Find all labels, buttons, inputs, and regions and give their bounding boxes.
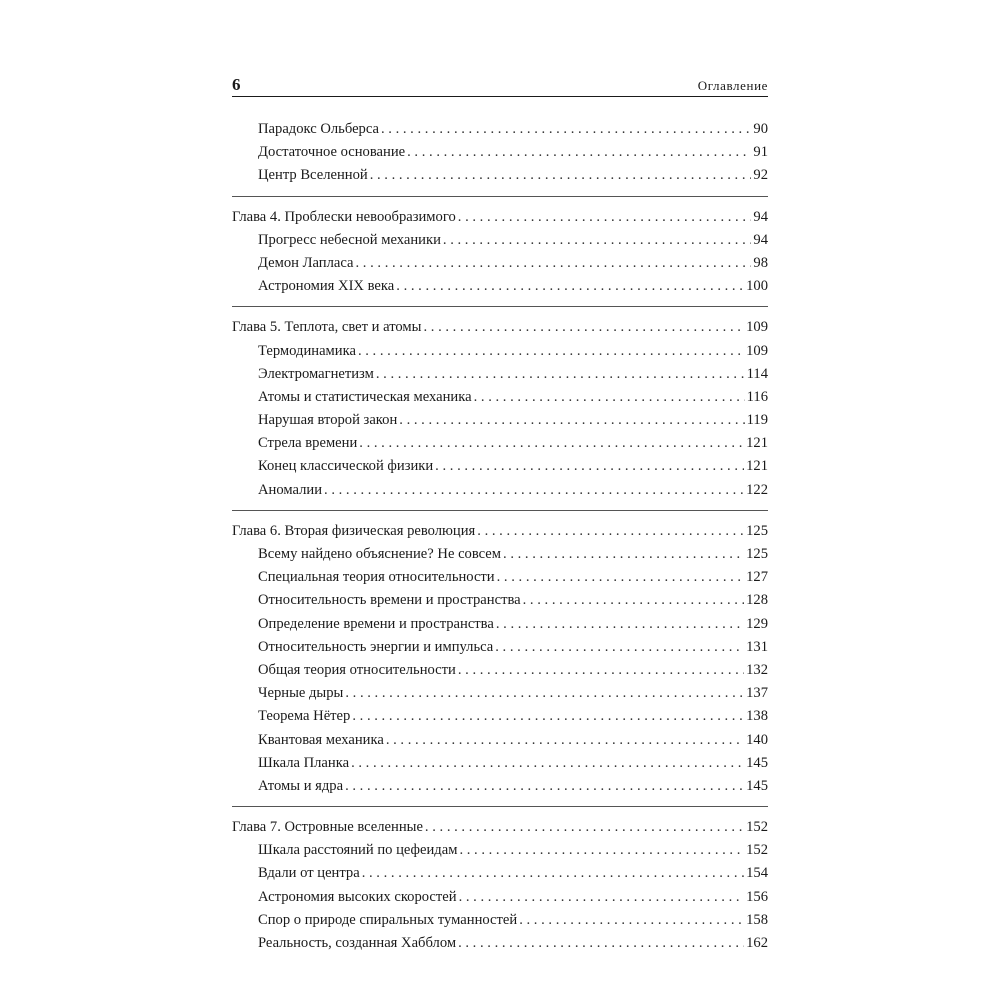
toc-chapter (232, 316, 768, 339)
book-page (232, 70, 768, 972)
toc-entry (232, 432, 768, 455)
toc-chapter-page: 152 (746, 819, 768, 836)
toc-entry-page: 109 (746, 342, 768, 359)
toc-entry-title: Относительность времени и пространства (258, 592, 521, 609)
toc-entry-title: Реальность, созданная Хабблом (258, 935, 457, 951)
toc-entry-title: Черные дыры (258, 685, 344, 702)
dot-leader (370, 164, 752, 187)
toc-section (232, 118, 768, 197)
dot-leader (503, 543, 744, 566)
toc-entry-title: Аномалии (258, 481, 323, 498)
toc-section (232, 816, 768, 963)
dot-leader (459, 839, 744, 862)
toc-entry (232, 613, 768, 636)
toc-entry-title: Атомы и статистическая механика (258, 388, 472, 405)
toc-chapter-page: 94 (753, 208, 768, 225)
toc-entry (232, 141, 768, 164)
toc-section (232, 316, 768, 511)
dot-leader (345, 682, 744, 705)
toc-entry-page: 156 (746, 888, 768, 905)
running-head: Оглавление (697, 78, 768, 93)
dot-leader (396, 275, 744, 298)
toc-entry-page: 162 (746, 935, 768, 951)
toc-entry-title: Вдали от центра (258, 865, 360, 882)
toc-entry (232, 682, 768, 705)
toc-entry-page: 94 (753, 231, 768, 248)
dot-leader (386, 729, 744, 752)
dot-leader (523, 589, 744, 612)
toc-entry (232, 886, 768, 909)
toc-entry-page: 137 (746, 685, 768, 702)
dot-leader (495, 636, 744, 659)
toc-entry-title: Шкала Планка (258, 754, 350, 771)
toc-entry (232, 862, 768, 885)
dot-leader (399, 409, 744, 432)
toc-chapter-title: Глава 7. Островные вселенные (232, 819, 423, 836)
dot-leader (443, 229, 752, 252)
toc-entry (232, 636, 768, 659)
toc-entry-page: 98 (753, 254, 768, 271)
dot-leader (458, 659, 744, 682)
toc-entry-page: 128 (746, 592, 768, 609)
toc-chapter-page: 109 (746, 319, 768, 336)
toc-entry-title: Теорема Нётер (258, 708, 351, 725)
toc-entry-title: Астрономия высоких скоростей (258, 888, 457, 905)
dot-leader (435, 455, 744, 478)
toc-entry-title: Термодинамика (258, 342, 356, 359)
toc-entry-title: Астрономия XIX века (258, 278, 395, 295)
page-number: 6 (232, 75, 241, 94)
toc-entry (232, 340, 768, 363)
toc-entry-title: Спор о природе спиральных туманностей (258, 911, 518, 928)
dot-leader (351, 752, 744, 775)
toc-entry-page: 121 (746, 458, 768, 475)
toc-chapter (232, 816, 768, 839)
table-of-contents (232, 118, 768, 963)
toc-entry-title: Шкала расстояний по цефеидам (258, 842, 458, 859)
toc-chapter-title: Глава 4. Проблески невообразимого (232, 208, 456, 225)
toc-entry-page: 129 (746, 615, 768, 632)
toc-entry (232, 252, 768, 275)
dot-leader (474, 386, 745, 409)
toc-entry-title: Специальная теория относительности (258, 569, 495, 586)
toc-entry-page: 154 (746, 865, 768, 882)
toc-entry (232, 275, 768, 298)
toc-entry (232, 363, 768, 386)
dot-leader (359, 432, 744, 455)
page-header (232, 70, 768, 97)
toc-entry (232, 566, 768, 589)
toc-entry-page: 119 (746, 412, 768, 429)
toc-entry-page: 145 (746, 754, 768, 771)
toc-entry-page: 114 (746, 365, 768, 382)
toc-entry-page: 92 (753, 167, 768, 184)
toc-entry-title: Атомы и ядра (258, 777, 344, 794)
toc-entry-title: Всему найдено объяснение? Не совсем (258, 546, 502, 562)
toc-entry (232, 118, 768, 141)
toc-entry-title: Относительность энергии и импульса (258, 638, 494, 655)
dot-leader (356, 252, 752, 275)
toc-entry-page: 132 (746, 661, 768, 678)
toc-entry-title: Демон Лапласа (258, 254, 354, 271)
toc-entry-page: 127 (746, 569, 768, 586)
dot-leader (376, 363, 745, 386)
dot-leader (407, 141, 751, 164)
toc-chapter (232, 206, 768, 229)
toc-section (232, 520, 768, 807)
dot-leader (425, 816, 744, 839)
dot-leader (519, 909, 744, 932)
toc-entry-page: 131 (746, 638, 768, 655)
toc-chapter-page: 125 (746, 522, 768, 539)
toc-chapter (232, 520, 768, 543)
toc-entry-page: 158 (746, 911, 768, 928)
toc-entry (232, 775, 768, 798)
toc-entry (232, 729, 768, 752)
toc-entry-page: 90 (753, 121, 768, 137)
toc-entry (232, 386, 768, 409)
dot-leader (362, 862, 744, 885)
dot-leader (458, 932, 744, 955)
dot-leader (381, 118, 751, 141)
toc-entry-title: Электромагнетизм (258, 365, 374, 382)
dot-leader (324, 479, 744, 502)
toc-entry (232, 543, 768, 566)
toc-entry (232, 932, 768, 955)
dot-leader (497, 566, 744, 589)
toc-section (232, 206, 768, 308)
toc-entry-title: Парадокс Ольберса (258, 121, 379, 137)
toc-entry (232, 589, 768, 612)
toc-entry (232, 409, 768, 432)
toc-entry-page: 140 (746, 731, 768, 748)
toc-entry-title: Определение времени и пространства (258, 615, 494, 632)
toc-entry-title: Стрела времени (258, 435, 358, 452)
toc-entry (232, 229, 768, 252)
toc-chapter-title: Глава 5. Теплота, свет и атомы (232, 319, 422, 336)
toc-entry-page: 145 (746, 777, 768, 794)
toc-entry-title: Прогресс небесной механики (258, 231, 441, 248)
toc-entry (232, 455, 768, 478)
toc-entry (232, 479, 768, 502)
toc-entry-page: 100 (746, 278, 768, 295)
toc-entry (232, 164, 768, 187)
toc-entry-page: 152 (746, 842, 768, 859)
toc-entry-title: Конец классической физики (258, 458, 434, 475)
toc-entry-page: 122 (746, 481, 768, 498)
toc-entry-title: Достаточное основание (258, 144, 406, 161)
dot-leader (345, 775, 744, 798)
toc-entry (232, 659, 768, 682)
toc-entry-title: Общая теория относительности (258, 661, 456, 678)
toc-entry (232, 839, 768, 862)
dot-leader (352, 705, 744, 728)
toc-entry-page: 116 (746, 388, 768, 405)
toc-chapter-title: Глава 6. Вторая физическая революция (232, 522, 476, 539)
toc-entry-page: 138 (746, 708, 768, 725)
toc-entry-page: 121 (746, 435, 768, 452)
toc-entry-title: Квантовая механика (258, 731, 384, 748)
toc-entry (232, 705, 768, 728)
toc-entry-page: 91 (753, 144, 768, 161)
toc-entry (232, 909, 768, 932)
toc-entry (232, 752, 768, 775)
toc-entry-page: 125 (746, 546, 768, 562)
dot-leader (477, 520, 744, 543)
dot-leader (358, 340, 744, 363)
toc-entry-title: Нарушая второй закон (258, 412, 398, 429)
dot-leader (423, 316, 744, 339)
dot-leader (458, 206, 752, 229)
toc-entry-title: Центр Вселенной (258, 167, 368, 184)
dot-leader (459, 886, 745, 909)
dot-leader (496, 613, 744, 636)
